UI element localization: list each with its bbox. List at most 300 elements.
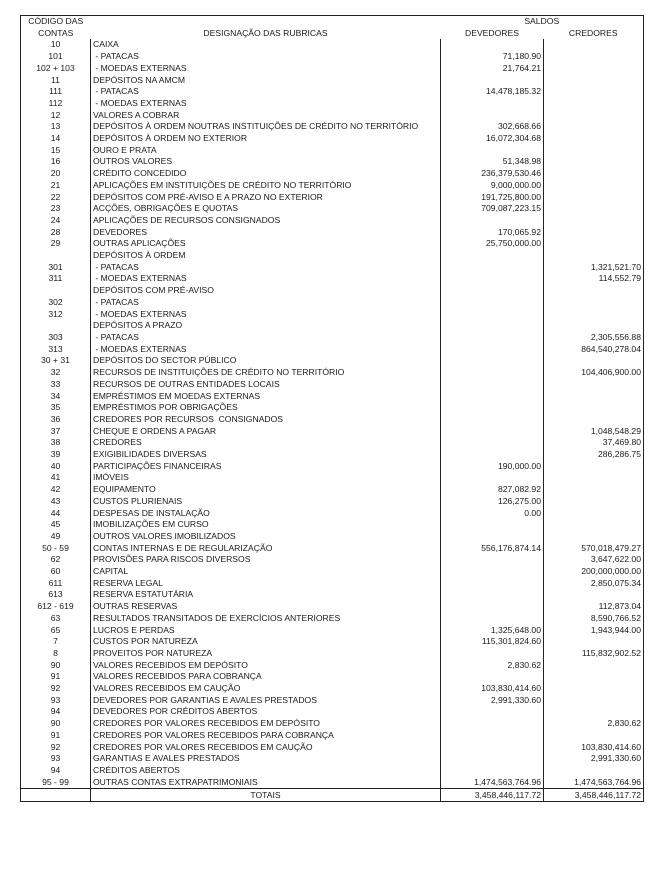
table-row [21,145,644,157]
credit-balance [544,180,644,192]
account-code: 7 [21,636,91,648]
debit-balance: 236,379,530.46 [441,168,544,180]
account-designation: DEPÓSITOS A PRAZO [91,320,441,332]
credit-balance [544,227,644,239]
account-code: 24 [21,215,91,227]
table-row [21,566,644,578]
account-designation: CRÉDITO CONCEDIDO [91,168,441,180]
credit-balance [544,683,644,695]
account-designation: CREDORES POR VALORES RECEBIDOS EM CAUÇÃO [91,742,441,754]
table-row [21,671,644,683]
account-code: 111 [21,86,91,98]
debit-balance: 25,750,000.00 [441,238,544,250]
table-header [21,16,644,40]
account-designation: EQUIPAMENTO [91,484,441,496]
account-code: 8 [21,648,91,660]
table-row [21,554,644,566]
table-row [21,660,644,672]
account-designation: - MOEDAS EXTERNAS [91,309,441,321]
account-designation: CUSTOS POR NATUREZA [91,636,441,648]
table-row [21,367,644,379]
table-row [21,192,644,204]
debit-balance [441,554,544,566]
account-code: 90 [21,660,91,672]
account-designation: RECURSOS DE OUTRAS ENTIDADES LOCAIS [91,379,441,391]
credit-balance [544,695,644,707]
debit-balance: 709,087,223.15 [441,203,544,215]
debit-balance [441,601,544,613]
debit-balance: 2,830.62 [441,660,544,672]
credit-balance [544,309,644,321]
table-row [21,484,644,496]
table-body [21,39,644,789]
debit-balance [441,402,544,414]
credit-balance [544,320,644,332]
debit-balance [441,648,544,660]
table-row [21,238,644,250]
debit-balance [441,285,544,297]
account-code: 29 [21,238,91,250]
debit-balance [441,730,544,742]
debit-balance [441,344,544,356]
account-code: 21 [21,180,91,192]
account-designation: CONTAS INTERNAS E DE REGULARIZAÇÃO [91,543,441,555]
account-designation: CREDORES POR VALORES RECEBIDOS EM DEPÓSITO [91,718,441,730]
table-row [21,402,644,414]
credit-balance: 112,873.04 [544,601,644,613]
totals-row [21,789,644,802]
credit-balance: 115,832,902.52 [544,648,644,660]
table-row [21,203,644,215]
credit-balance [544,75,644,87]
table-row [21,133,644,145]
credit-balance [544,461,644,473]
account-designation: CREDORES POR RECURSOS CONSIGNADOS [91,414,441,426]
debit-balance [441,379,544,391]
account-designation: EXIGIBILIDADES DIVERSAS [91,449,441,461]
table-row [21,543,644,555]
account-code: 95 - 99 [21,777,91,789]
credit-balance [544,215,644,227]
credit-balance [544,531,644,543]
table-row [21,391,644,403]
account-code: 313 [21,344,91,356]
account-code: 93 [21,753,91,765]
table-row [21,273,644,285]
credit-balance [544,660,644,672]
account-designation: RESULTADOS TRANSITADOS DE EXERCÍCIOS ANTERIORES [91,613,441,625]
totals-credit: 3,458,446,117.72 [544,789,644,802]
account-designation: DEPÓSITOS COM PRÉ-AVISO [91,285,441,297]
account-code [21,285,91,297]
table-row [21,589,644,601]
account-code: 92 [21,683,91,695]
account-code: 60 [21,566,91,578]
account-designation: CREDORES POR VALORES RECEBIDOS PARA COBRANÇA [91,730,441,742]
account-designation: GARANTIAS E AVALES PRESTADOS [91,753,441,765]
credit-balance [544,238,644,250]
account-code: 12 [21,110,91,122]
debit-balance [441,215,544,227]
debit-balance: 302,668.66 [441,121,544,133]
table-row [21,636,644,648]
account-code: 91 [21,671,91,683]
account-designation: - MOEDAS EXTERNAS [91,63,441,75]
account-code: 35 [21,402,91,414]
debit-balance: 14,478,185.32 [441,86,544,98]
account-designation: EMPRÉSTIMOS EM MOEDAS EXTERNAS [91,391,441,403]
credit-balance [544,508,644,520]
credit-balance: 200,000,000.00 [544,566,644,578]
account-designation: - PATACAS [91,51,441,63]
account-code: 301 [21,262,91,274]
account-designation: OUTRAS RESERVAS [91,601,441,613]
debit-balance [441,765,544,777]
table-row [21,98,644,110]
credit-balance [544,203,644,215]
account-code: 13 [21,121,91,133]
debit-balance [441,613,544,625]
account-designation: VALORES RECEBIDOS EM DEPÓSITO [91,660,441,672]
table-row [21,250,644,262]
debit-balance [441,566,544,578]
account-designation: RESERVA ESTATUTÁRIA [91,589,441,601]
account-code: 612 - 619 [21,601,91,613]
table-row [21,449,644,461]
credit-balance: 104,406,900.00 [544,367,644,379]
credit-balance [544,63,644,75]
credit-balance [544,671,644,683]
debit-balance [441,262,544,274]
credit-balance [544,706,644,718]
table-row [21,625,644,637]
table-row [21,227,644,239]
header-debit: DEVEDORES [465,27,519,38]
table-row [21,156,644,168]
debit-balance [441,320,544,332]
credit-balance: 2,830.62 [544,718,644,730]
table-row [21,320,644,332]
credit-balance [544,51,644,63]
account-designation: - PATACAS [91,86,441,98]
account-code: 94 [21,706,91,718]
account-designation: IMÓVEIS [91,472,441,484]
account-code: 36 [21,414,91,426]
table-row [21,39,644,51]
account-code: 49 [21,531,91,543]
table-row [21,75,644,87]
balance-sheet-table [20,15,644,802]
account-code: 15 [21,145,91,157]
table-row [21,215,644,227]
debit-balance [441,75,544,87]
debit-balance [441,437,544,449]
debit-balance: 1,474,563,764.96 [441,777,544,789]
debit-balance: 556,176,874.14 [441,543,544,555]
table-row [21,121,644,133]
credit-balance [544,297,644,309]
credit-balance: 570,018,479.27 [544,543,644,555]
table-row [21,706,644,718]
credit-balance: 1,321,521.70 [544,262,644,274]
account-designation: DEPÓSITOS À ORDEM [91,250,441,262]
header-designation: DESIGNAÇÃO DAS RUBRICAS [91,16,441,40]
table-row [21,613,644,625]
account-designation: PROVISÕES PARA RISCOS DIVERSOS [91,554,441,566]
account-designation: PROVEITOS POR NATUREZA [91,648,441,660]
credit-balance: 8,590,766.52 [544,613,644,625]
account-code: 41 [21,472,91,484]
credit-balance [544,391,644,403]
credit-balance: 3,647,622.00 [544,554,644,566]
credit-balance: 2,305,556.88 [544,332,644,344]
credit-balance [544,86,644,98]
credit-balance: 1,048,548.29 [544,426,644,438]
account-designation: CUSTOS PLURIENAIS [91,496,441,508]
account-designation: RECURSOS DE INSTITUIÇÕES DE CRÉDITO NO TERRITÓRIO [91,367,441,379]
debit-balance [441,98,544,110]
account-code: 312 [21,309,91,321]
debit-balance [441,297,544,309]
account-code: 22 [21,192,91,204]
credit-balance [544,121,644,133]
debit-balance [441,589,544,601]
debit-balance: 115,301,824.60 [441,636,544,648]
table-row [21,519,644,531]
account-code: 613 [21,589,91,601]
debit-balance [441,250,544,262]
debit-balance: 21,764.21 [441,63,544,75]
account-designation: LUCROS E PERDAS [91,625,441,637]
account-designation: DEPÓSITOS DO SECTOR PÚBLICO [91,355,441,367]
table-row [21,753,644,765]
debit-balance [441,449,544,461]
account-designation: VALORES RECEBIDOS EM CAUÇÃO [91,683,441,695]
account-code: 611 [21,578,91,590]
account-designation: EMPRÉSTIMOS POR OBRIGAÇÕES [91,402,441,414]
account-designation: CREDORES [91,437,441,449]
account-code: 23 [21,203,91,215]
account-designation: DEVEDORES [91,227,441,239]
account-designation: OUTRAS APLICAÇÕES [91,238,441,250]
account-code [21,320,91,332]
account-code: 91 [21,730,91,742]
account-code: 38 [21,437,91,449]
debit-balance [441,671,544,683]
table-row [21,648,644,660]
account-designation: PARTICIPAÇÕES FINANCEIRAS [91,461,441,473]
table-row [21,355,644,367]
account-code: 37 [21,426,91,438]
account-code: 42 [21,484,91,496]
account-designation: - PATACAS [91,262,441,274]
credit-balance [544,402,644,414]
debit-balance [441,472,544,484]
debit-balance: 827,082.92 [441,484,544,496]
table-row [21,531,644,543]
account-designation: OUTROS VALORES [91,156,441,168]
account-designation: ACÇÕES, OBRIGAÇÕES E QUOTAS [91,203,441,215]
account-designation: CHEQUE E ORDENS A PAGAR [91,426,441,438]
credit-balance [544,589,644,601]
account-designation: VALORES A COBRAR [91,110,441,122]
credit-balance: 114,552.79 [544,273,644,285]
table-row [21,508,644,520]
debit-balance: 51,348.98 [441,156,544,168]
credit-balance: 2,850,075.34 [544,578,644,590]
debit-balance: 2,991,330.60 [441,695,544,707]
table-row [21,578,644,590]
account-code: 302 [21,297,91,309]
table-row [21,180,644,192]
account-code: 63 [21,613,91,625]
account-code: 311 [21,273,91,285]
debit-balance [441,110,544,122]
table-row [21,426,644,438]
table-row [21,695,644,707]
credit-balance [544,168,644,180]
account-designation: RESERVA LEGAL [91,578,441,590]
totals-code [21,789,91,802]
account-code: 20 [21,168,91,180]
credit-balance [544,192,644,204]
table-row [21,437,644,449]
account-code: 93 [21,695,91,707]
account-designation: - MOEDAS EXTERNAS [91,273,441,285]
credit-balance [544,496,644,508]
account-code: 101 [21,51,91,63]
credit-balance [544,379,644,391]
table-row [21,168,644,180]
account-code: 44 [21,508,91,520]
totals-debit: 3,458,446,117.72 [441,789,544,802]
credit-balance [544,156,644,168]
debit-balance: 1,325,648.00 [441,625,544,637]
account-code: 112 [21,98,91,110]
table-row [21,472,644,484]
account-designation: DEVEDORES POR CRÉDITOS ABERTOS [91,706,441,718]
account-code: 45 [21,519,91,531]
debit-balance [441,391,544,403]
table-row [21,742,644,754]
debit-balance: 190,000.00 [441,461,544,473]
debit-balance [441,753,544,765]
account-designation: - PATACAS [91,332,441,344]
debit-balance [441,309,544,321]
debit-balance: 0.00 [441,508,544,520]
account-code: 14 [21,133,91,145]
table-row [21,765,644,777]
account-code: 10 [21,39,91,51]
account-designation: DEPÓSITOS À ORDEM NO EXTERIOR [91,133,441,145]
credit-balance [544,145,644,157]
header-credit: CREDORES [544,28,644,40]
account-code: 40 [21,461,91,473]
account-code: 50 - 59 [21,543,91,555]
table-row [21,297,644,309]
account-code: 16 [21,156,91,168]
table-row [21,63,644,75]
debit-balance: 126,275.00 [441,496,544,508]
debit-balance [441,519,544,531]
account-designation: DEPÓSITOS COM PRÉ-AVISO E A PRAZO NO EXTERIOR [91,192,441,204]
account-designation: OUTROS VALORES IMOBILIZADOS [91,531,441,543]
credit-balance [544,730,644,742]
account-designation: IMOBILIZAÇÕES EM CURSO [91,519,441,531]
debit-balance [441,414,544,426]
account-designation: VALORES RECEBIDOS PARA COBRANÇA [91,671,441,683]
table-row [21,718,644,730]
credit-balance [544,519,644,531]
debit-balance [441,718,544,730]
debit-balance [441,332,544,344]
account-code: 34 [21,391,91,403]
account-designation: - MOEDAS EXTERNAS [91,98,441,110]
credit-balance [544,636,644,648]
debit-balance [441,367,544,379]
debit-balance: 170,065.92 [441,227,544,239]
account-code: 102 + 103 [21,63,91,75]
account-designation: OURO E PRATA [91,145,441,157]
credit-balance [544,110,644,122]
table-row [21,86,644,98]
account-code: 30 + 31 [21,355,91,367]
account-code: 303 [21,332,91,344]
credit-balance: 864,540,278.04 [544,344,644,356]
debit-balance: 103,830,414.60 [441,683,544,695]
credit-balance [544,98,644,110]
debit-balance: 71,180.90 [441,51,544,63]
debit-balance [441,39,544,51]
account-designation: DESPESAS DE INSTALAÇÃO [91,508,441,520]
credit-balance: 286,286.75 [544,449,644,461]
account-designation: - PATACAS [91,297,441,309]
account-designation: CRÉDITOS ABERTOS [91,765,441,777]
account-designation: APLICAÇÕES EM INSTITUIÇÕES DE CRÉDITO NO TERRITÓRIO [91,180,441,192]
credit-balance [544,414,644,426]
table-row [21,110,644,122]
account-designation: DEPÓSITOS À ORDEM NOUTRAS INSTITUIÇÕES DE CRÉDITO NO TERRITÓRIO [91,121,441,133]
account-code: 32 [21,367,91,379]
table-row [21,496,644,508]
debit-balance [441,742,544,754]
header-code-line1: CÓDIGO DAS [21,16,91,28]
table-row [21,730,644,742]
credit-balance [544,355,644,367]
credit-balance: 2,991,330.60 [544,753,644,765]
debit-balance [441,706,544,718]
table-row [21,332,644,344]
account-code: 92 [21,742,91,754]
table-row [21,461,644,473]
account-code: 39 [21,449,91,461]
account-code: 62 [21,554,91,566]
credit-balance: 37,469.80 [544,437,644,449]
debit-balance [441,426,544,438]
account-code: 43 [21,496,91,508]
debit-balance [441,578,544,590]
credit-balance: 1,474,563,764.96 [544,777,644,789]
header-balances: SALDOS [441,16,644,28]
account-code: 65 [21,625,91,637]
header-code-line2: CONTAS [21,28,91,40]
account-code: 94 [21,765,91,777]
table-row [21,344,644,356]
account-designation: - MOEDAS EXTERNAS [91,344,441,356]
totals-label: TOTAIS [91,789,441,802]
debit-balance [441,273,544,285]
debit-balance: 9,000,000.00 [441,180,544,192]
